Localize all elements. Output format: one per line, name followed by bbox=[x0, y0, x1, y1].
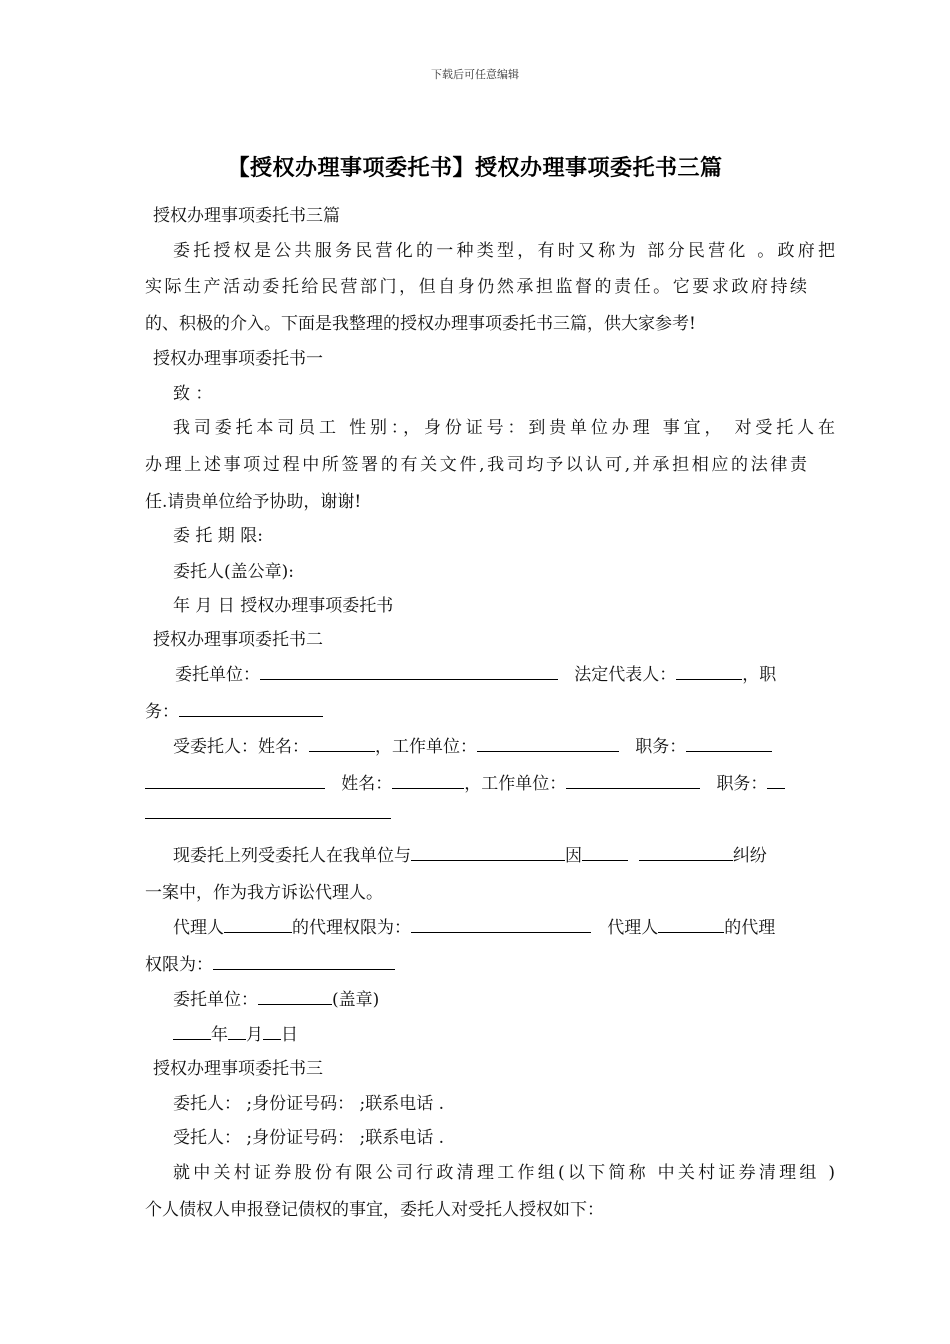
paragraph-line: 实际生产活动委托给民营部门，但自身仍然承担监督的责任。它要求政府持续 bbox=[145, 277, 807, 297]
paragraph-line: 委 托 期 限: bbox=[173, 526, 263, 546]
form-line bbox=[145, 769, 807, 794]
field-label: 代理人 bbox=[173, 918, 224, 938]
form-line bbox=[145, 732, 807, 757]
field-label: 务： bbox=[145, 702, 179, 722]
field-label: 代理人 bbox=[607, 918, 659, 938]
form-line bbox=[145, 804, 807, 824]
blank-line bbox=[309, 737, 375, 752]
paragraph-line: 委托人： ;身份证号码： ;联系电话 . bbox=[173, 1094, 445, 1114]
blank-line bbox=[173, 1025, 211, 1040]
form-line bbox=[145, 950, 807, 975]
field-label: ，职 bbox=[742, 665, 777, 685]
field-label: 职务： bbox=[635, 737, 687, 757]
field-label: 受委托人：姓名： bbox=[173, 737, 309, 757]
paragraph-line: 致 ： bbox=[173, 384, 213, 404]
blank-line bbox=[260, 665, 558, 680]
form-line bbox=[145, 985, 807, 1010]
field-label: (盖章) bbox=[332, 990, 380, 1010]
blank-line bbox=[179, 702, 323, 717]
paragraph-line: 受托人： ;身份证号码： ;联系电话 . bbox=[173, 1128, 445, 1148]
paragraph-line: 个人债权人申报登记债权的事宜，委托人对受托人授权如下： bbox=[145, 1200, 604, 1220]
field-label: 的代理权限为： bbox=[292, 918, 411, 938]
blank-line bbox=[224, 918, 292, 933]
section-heading: 授权办理事项委托书二 bbox=[153, 630, 323, 650]
field-label: 现委托上列受委托人在我单位与 bbox=[173, 846, 411, 866]
field-label: 法定代表人： bbox=[574, 665, 677, 685]
blank-line bbox=[411, 918, 591, 933]
field-label: 职务： bbox=[716, 774, 768, 794]
field-label: 纠纷 bbox=[732, 846, 767, 866]
blank-line bbox=[263, 1025, 281, 1040]
paragraph-line: 办理上述事项过程中所签署的有关文件,我司均予以认可,并承担相应的法律责 bbox=[145, 455, 807, 475]
form-line bbox=[145, 841, 807, 866]
blank-line bbox=[258, 990, 332, 1005]
blank-line bbox=[213, 955, 395, 970]
field-label: 的代理 bbox=[724, 918, 776, 938]
document-title: 【授权办理事项委托书】授权办理事项委托书三篇 bbox=[227, 155, 723, 181]
paragraph-line: 年 月 日 授权办理事项委托书 bbox=[173, 596, 394, 616]
field-label: 权限为： bbox=[145, 955, 213, 975]
field-label: 年 bbox=[211, 1025, 228, 1045]
paragraph-line: 委托人(盖公章): bbox=[173, 562, 294, 582]
field-label: 委托单位： bbox=[175, 665, 260, 685]
field-label: ，工作单位： bbox=[375, 737, 477, 757]
blank-line bbox=[566, 774, 700, 789]
form-line bbox=[145, 913, 807, 938]
blank-line bbox=[145, 774, 325, 789]
date-line bbox=[145, 1020, 807, 1045]
paragraph-line: 的、积极的介入。下面是我整理的授权办理事项委托书三篇，供大家参考! bbox=[145, 314, 696, 334]
blank-line bbox=[767, 774, 785, 789]
section-heading: 授权办理事项委托书一 bbox=[153, 349, 323, 369]
paragraph-line: 任.请贵单位给予协助，谢谢! bbox=[145, 492, 362, 512]
blank-line bbox=[639, 846, 733, 861]
blank-line bbox=[411, 846, 565, 861]
field-label: 姓名： bbox=[341, 774, 393, 794]
blank-line bbox=[228, 1025, 246, 1040]
field-label: 日 bbox=[281, 1025, 298, 1045]
blank-line bbox=[582, 846, 628, 861]
form-line bbox=[145, 660, 807, 685]
blank-line bbox=[676, 665, 742, 680]
field-label: 月 bbox=[246, 1025, 263, 1045]
blank-line bbox=[392, 774, 464, 789]
blank-line bbox=[658, 918, 724, 933]
blank-line bbox=[145, 804, 391, 819]
page-header: 下载后可任意编辑 bbox=[431, 68, 519, 81]
paragraph-line: 一案中，作为我方诉讼代理人。 bbox=[145, 883, 383, 903]
paragraph-line: 委托授权是公共服务民营化的一种类型，有时又称为 部分民营化 。政府把 bbox=[173, 241, 835, 261]
paragraph-line: 就中关村证券股份有限公司行政清理工作组(以下简称 中关村证券清理组 ) bbox=[173, 1163, 835, 1183]
blank-line bbox=[686, 737, 772, 752]
paragraph-line: 我司委托本司员工 性别：，身份证号：到贵单位办理 事宜， 对受托人在 bbox=[173, 418, 835, 438]
field-label: 因 bbox=[565, 846, 582, 866]
field-label: 委托单位： bbox=[173, 990, 258, 1010]
section-heading: 授权办理事项委托书三篇 bbox=[153, 206, 340, 226]
form-line bbox=[145, 697, 807, 722]
blank-line bbox=[477, 737, 619, 752]
field-label: ，工作单位： bbox=[464, 774, 567, 794]
section-heading: 授权办理事项委托书三 bbox=[153, 1059, 323, 1079]
